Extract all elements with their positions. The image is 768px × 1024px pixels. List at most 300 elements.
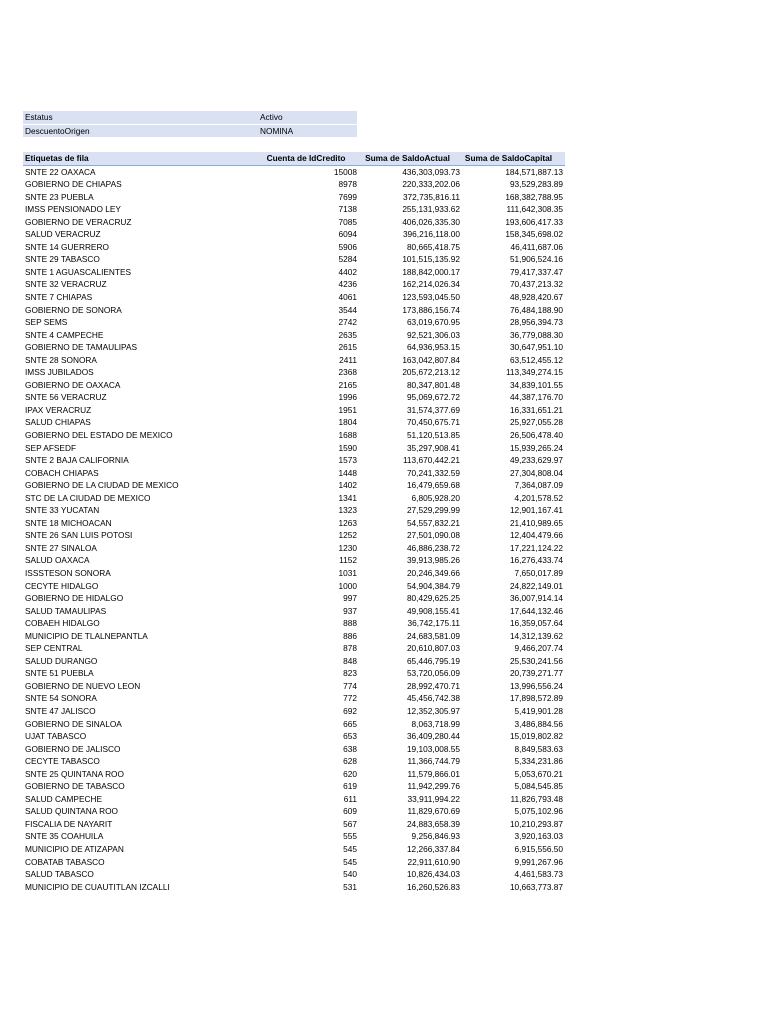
count-idcredito-cell[interactable]: 628 (343, 756, 357, 767)
sum-saldo-actual-cell[interactable]: 24,683,581.09 (406, 630, 460, 641)
sum-saldo-capital-cell[interactable]: 10,663,773.87 (509, 881, 563, 892)
row-label-cell[interactable]: GOBIERNO DE SINALOA (25, 718, 122, 729)
sum-saldo-capital-cell[interactable]: 30,647,951.10 (509, 342, 563, 353)
row-label-cell[interactable]: GOBIERNO DE TAMAULIPAS (25, 342, 138, 353)
sum-saldo-capital-cell[interactable]: 36,007,914.14 (509, 593, 563, 604)
sum-saldo-actual-cell[interactable]: 11,579,866.01 (407, 768, 460, 779)
header-sum-saldo-capital[interactable]: Suma de SaldoCapital (464, 153, 553, 163)
sum-saldo-capital-cell[interactable]: 16,276,433.74 (509, 555, 563, 566)
row-label-cell[interactable]: SNTE 7 CHIAPAS (25, 291, 93, 302)
table-row[interactable] (23, 341, 565, 354)
sum-saldo-actual-cell[interactable]: 8,063,718.99 (411, 718, 460, 729)
count-idcredito-cell[interactable]: 878 (343, 643, 357, 654)
sum-saldo-actual-cell[interactable]: 6,805,928.20 (411, 492, 460, 503)
row-label-cell[interactable]: SNTE 51 PUEBLA (25, 668, 94, 679)
sum-saldo-capital-cell[interactable]: 193,606,417.33 (505, 216, 563, 227)
row-label-cell[interactable]: SNTE 25 QUINTANA ROO (25, 768, 124, 779)
count-idcredito-cell[interactable]: 540 (343, 869, 357, 880)
table-row[interactable] (23, 492, 565, 505)
table-row[interactable] (23, 191, 565, 204)
sum-saldo-capital-cell[interactable]: 70,437,213.32 (509, 279, 563, 290)
count-idcredito-cell[interactable]: 1152 (339, 555, 357, 566)
sum-saldo-capital-cell[interactable]: 49,233,629.97 (509, 455, 563, 466)
count-idcredito-cell[interactable]: 5284 (338, 254, 357, 265)
count-idcredito-cell[interactable]: 8978 (338, 179, 357, 190)
header-sum-saldo-actual[interactable]: Suma de SaldoActual (365, 153, 450, 163)
count-idcredito-cell[interactable]: 653 (343, 731, 357, 742)
row-label-cell[interactable]: SALUD QUINTANA ROO (25, 806, 118, 817)
sum-saldo-actual-cell[interactable]: 39,913,985.26 (406, 555, 460, 566)
table-row[interactable] (23, 730, 565, 743)
sum-saldo-capital-cell[interactable]: 4,201,578.52 (514, 492, 563, 503)
table-row[interactable] (23, 166, 565, 179)
table-row[interactable] (23, 843, 565, 856)
row-label-cell[interactable]: MUNICIPIO DE TLALNEPANTLA (25, 630, 148, 641)
count-idcredito-cell[interactable]: 545 (343, 856, 357, 867)
filter-row-estatus[interactable] (23, 111, 357, 124)
table-row[interactable] (23, 705, 565, 718)
table-row[interactable] (23, 692, 565, 705)
sum-saldo-actual-cell[interactable]: 173,886,156.74 (402, 304, 460, 315)
row-label-cell[interactable]: CECYTE HIDALGO (25, 580, 99, 591)
row-label-cell[interactable]: UJAT TABASCO (25, 731, 87, 742)
sum-saldo-capital-cell[interactable]: 93,529,283.89 (509, 179, 563, 190)
sum-saldo-actual-cell[interactable]: 113,670,442.21 (402, 455, 460, 466)
sum-saldo-capital-cell[interactable]: 5,334,231.86 (514, 756, 563, 767)
row-label-cell[interactable]: SNTE 18 MICHOACAN (25, 517, 112, 528)
pivot-body (23, 166, 565, 894)
sum-saldo-actual-cell[interactable]: 53,720,056.09 (406, 668, 460, 679)
sum-saldo-capital-cell[interactable]: 184,571,887.13 (505, 166, 563, 177)
sum-saldo-actual-cell[interactable]: 123,593,045.50 (402, 291, 460, 302)
count-idcredito-cell[interactable]: 1341 (338, 492, 357, 503)
sum-saldo-capital-cell[interactable]: 168,382,788.95 (505, 191, 563, 202)
row-label-cell[interactable]: IMSS JUBILADOS (25, 367, 94, 378)
count-idcredito-cell[interactable]: 1688 (338, 429, 357, 440)
row-label-cell[interactable]: SALUD CHIAPAS (25, 417, 91, 428)
sum-saldo-actual-cell[interactable]: 45,456,742.38 (406, 693, 460, 704)
table-row[interactable] (23, 780, 565, 793)
row-label-cell[interactable]: SNTE 23 PUEBLA (25, 191, 94, 202)
table-row[interactable] (23, 442, 565, 455)
table-row[interactable] (23, 216, 565, 229)
table-row[interactable] (23, 467, 565, 480)
sum-saldo-capital-cell[interactable]: 25,530,241.56 (509, 655, 563, 666)
count-idcredito-cell[interactable]: 1031 (338, 568, 357, 578)
sum-saldo-capital-cell[interactable]: 6,915,556.50 (514, 844, 563, 855)
count-idcredito-cell[interactable]: 638 (343, 743, 357, 754)
row-label-cell[interactable]: GOBIERNO DE JALISCO (25, 743, 121, 754)
sum-saldo-capital-cell[interactable]: 16,331,651.21 (509, 404, 563, 415)
count-idcredito-cell[interactable]: 7085 (338, 216, 357, 227)
sum-saldo-capital-cell[interactable]: 5,053,670.21 (514, 768, 563, 779)
row-label-cell[interactable]: SNTE 32 VERACRUZ (25, 279, 107, 290)
count-idcredito-cell[interactable]: 611 (343, 793, 357, 804)
table-row[interactable] (23, 329, 565, 342)
sum-saldo-actual-cell[interactable]: 101,515,135.92 (402, 254, 460, 265)
sum-saldo-actual-cell[interactable]: 54,904,384.79 (406, 580, 460, 591)
row-label-cell[interactable]: SALUD CAMPECHE (25, 793, 102, 804)
sum-saldo-capital-cell[interactable]: 15,939,265.24 (509, 442, 563, 453)
sum-saldo-actual-cell[interactable]: 11,366,744.79 (407, 756, 460, 767)
count-idcredito-cell[interactable]: 772 (343, 693, 357, 704)
row-label-cell[interactable]: GOBIERNO DEL ESTADO DE MEXICO (25, 429, 173, 440)
sum-saldo-actual-cell[interactable]: 205,672,213.12 (402, 367, 460, 378)
count-idcredito-cell[interactable]: 620 (343, 768, 357, 779)
table-row[interactable] (23, 379, 565, 392)
sum-saldo-actual-cell[interactable]: 163,042,807.84 (402, 354, 460, 365)
table-row[interactable] (23, 354, 565, 367)
table-row[interactable] (23, 592, 565, 605)
row-label-cell[interactable]: COBAEH HIDALGO (25, 618, 100, 629)
table-row[interactable] (23, 768, 565, 781)
table-row[interactable] (23, 404, 565, 417)
sum-saldo-actual-cell[interactable]: 33,911,994.22 (407, 793, 460, 804)
row-label-cell[interactable]: SALUD OAXACA (25, 555, 90, 566)
sum-saldo-actual-cell[interactable]: 80,665,418.75 (406, 241, 460, 252)
table-row[interactable] (23, 266, 565, 279)
count-idcredito-cell[interactable]: 848 (343, 655, 357, 666)
sum-saldo-capital-cell[interactable]: 21,410,989.65 (509, 517, 563, 528)
sum-saldo-capital-cell[interactable]: 111,642,308.35 (506, 204, 563, 215)
table-row[interactable] (23, 479, 565, 492)
table-row[interactable] (23, 718, 565, 731)
row-label-cell[interactable]: SNTE 1 AGUASCALIENTES (25, 266, 132, 277)
row-label-cell[interactable]: SNTE 22 OAXACA (25, 166, 96, 177)
sum-saldo-capital-cell[interactable]: 17,644,132.46 (509, 605, 563, 616)
table-row[interactable] (23, 755, 565, 768)
sum-saldo-capital-cell[interactable]: 46,411,687.06 (510, 241, 563, 252)
row-label-cell[interactable]: SNTE 56 VERACRUZ (25, 392, 107, 403)
sum-saldo-capital-cell[interactable]: 14,312,139.62 (509, 630, 563, 641)
sum-saldo-actual-cell[interactable]: 80,429,625.25 (406, 593, 460, 604)
pivot-header-row (23, 152, 565, 166)
sum-saldo-actual-cell[interactable]: 92,521,306.03 (406, 329, 460, 340)
row-label-cell[interactable]: CECYTE TABASCO (25, 756, 100, 767)
sum-saldo-actual-cell[interactable]: 436,303,093.73 (402, 166, 460, 177)
count-idcredito-cell[interactable]: 3544 (338, 304, 357, 315)
sum-saldo-actual-cell[interactable]: 20,610,807.03 (406, 643, 460, 654)
row-label-cell[interactable]: SNTE 14 GUERRERO (25, 241, 109, 252)
row-label-cell[interactable]: SNTE 2 BAJA CALIFORNIA (25, 455, 129, 466)
count-idcredito-cell[interactable]: 2165 (338, 379, 357, 390)
table-row[interactable] (23, 868, 565, 881)
sum-saldo-capital-cell[interactable]: 12,901,167.41 (509, 505, 563, 516)
sum-saldo-actual-cell[interactable]: 12,352,305.97 (406, 706, 460, 717)
header-count-idcredito[interactable]: Cuenta de IdCredito (266, 153, 346, 163)
sum-saldo-actual-cell[interactable]: 372,735,816.11 (402, 191, 460, 202)
count-idcredito-cell[interactable]: 2635 (338, 329, 357, 340)
table-row[interactable] (23, 830, 565, 843)
sum-saldo-actual-cell[interactable]: 220,333,202.06 (402, 179, 460, 190)
filter-value[interactable]: Activo (260, 112, 283, 122)
row-label-cell[interactable]: SALUD TAMAULIPAS (25, 605, 107, 616)
sum-saldo-actual-cell[interactable]: 70,450,675.71 (406, 417, 460, 428)
table-row[interactable] (23, 805, 565, 818)
row-label-cell[interactable]: STC DE LA CIUDAD DE MEXICO (25, 492, 151, 503)
filter-row-descuento-origen[interactable] (23, 124, 357, 138)
count-idcredito-cell[interactable]: 1402 (338, 480, 357, 491)
count-idcredito-cell[interactable]: 4061 (338, 291, 357, 302)
table-row[interactable] (23, 304, 565, 317)
sum-saldo-capital-cell[interactable]: 7,650,017.89 (514, 568, 563, 578)
sum-saldo-capital-cell[interactable]: 24,822,149.01 (509, 580, 563, 591)
sum-saldo-actual-cell[interactable]: 70,241,332.59 (406, 467, 460, 478)
sum-saldo-actual-cell[interactable]: 31,574,377.69 (406, 404, 460, 415)
row-label-cell[interactable]: ISSSTESON SONORA (25, 568, 111, 578)
count-idcredito-cell[interactable]: 531 (343, 881, 357, 892)
table-row[interactable] (23, 291, 565, 304)
count-idcredito-cell[interactable]: 886 (343, 630, 357, 641)
row-label-cell[interactable]: SNTE 26 SAN LUIS POTOSI (25, 530, 133, 541)
table-row[interactable] (23, 642, 565, 655)
sum-saldo-capital-cell[interactable]: 16,359,057.64 (509, 618, 563, 629)
sum-saldo-capital-cell[interactable]: 158,345,698.02 (505, 229, 563, 240)
sum-saldo-actual-cell[interactable]: 16,479,659.68 (406, 480, 460, 491)
count-idcredito-cell[interactable]: 1230 (338, 542, 357, 553)
table-row[interactable] (23, 517, 565, 530)
table-row[interactable] (23, 580, 565, 593)
sum-saldo-actual-cell[interactable]: 16,260,526.83 (406, 881, 460, 892)
count-idcredito-cell[interactable]: 1252 (338, 530, 357, 541)
count-idcredito-cell[interactable]: 4236 (338, 279, 357, 290)
row-label-cell[interactable]: GOBIERNO DE TABASCO (25, 781, 125, 792)
table-row[interactable] (23, 630, 565, 643)
sum-saldo-capital-cell[interactable]: 8,849,583.63 (514, 743, 563, 754)
row-label-cell[interactable]: SALUD VERACRUZ (25, 229, 101, 240)
sum-saldo-capital-cell[interactable]: 15,019,802.82 (509, 731, 563, 742)
row-label-cell[interactable]: SEP CENTRAL (25, 643, 83, 654)
count-idcredito-cell[interactable]: 1590 (338, 442, 357, 453)
sum-saldo-capital-cell[interactable]: 20,739,271.77 (509, 668, 563, 679)
row-label-cell[interactable]: IPAX VERACRUZ (25, 404, 92, 415)
row-label-cell[interactable]: SALUD TABASCO (25, 869, 94, 880)
sum-saldo-capital-cell[interactable]: 25,927,055.28 (509, 417, 563, 428)
count-idcredito-cell[interactable]: 665 (343, 718, 357, 729)
sum-saldo-capital-cell[interactable]: 51,906,524.16 (509, 254, 563, 265)
sum-saldo-actual-cell[interactable]: 19,103,008.55 (406, 743, 460, 754)
row-label-cell[interactable]: SNTE 29 TABASCO (25, 254, 100, 265)
table-row[interactable] (23, 504, 565, 517)
sum-saldo-actual-cell[interactable]: 36,409,280.44 (406, 731, 460, 742)
count-idcredito-cell[interactable]: 2368 (338, 367, 357, 378)
count-idcredito-cell[interactable]: 774 (343, 680, 357, 691)
filter-value[interactable]: NOMINA (260, 125, 294, 136)
count-idcredito-cell[interactable]: 692 (343, 706, 357, 717)
count-idcredito-cell[interactable]: 7699 (338, 191, 357, 202)
count-idcredito-cell[interactable]: 545 (343, 844, 357, 855)
count-idcredito-cell[interactable]: 937 (343, 605, 357, 616)
sum-saldo-actual-cell[interactable]: 51,120,513.85 (406, 429, 460, 440)
sum-saldo-capital-cell[interactable]: 76,484,188.90 (509, 304, 563, 315)
sum-saldo-actual-cell[interactable]: 22,911,610.90 (407, 856, 460, 867)
sum-saldo-capital-cell[interactable]: 13,996,556.24 (509, 680, 563, 691)
count-idcredito-cell[interactable]: 6094 (338, 229, 357, 240)
count-idcredito-cell[interactable]: 1448 (338, 467, 357, 478)
sum-saldo-capital-cell[interactable]: 17,898,572.89 (509, 693, 563, 704)
sum-saldo-capital-cell[interactable]: 9,466,207.74 (514, 643, 563, 654)
count-idcredito-cell[interactable]: 1804 (338, 417, 357, 428)
count-idcredito-cell[interactable]: 555 (343, 831, 357, 842)
count-idcredito-cell[interactable]: 1263 (338, 517, 357, 528)
sum-saldo-capital-cell[interactable]: 17,221,124.22 (509, 542, 563, 553)
sum-saldo-capital-cell[interactable]: 34,839,101.55 (509, 379, 563, 390)
count-idcredito-cell[interactable]: 619 (343, 781, 357, 792)
table-row[interactable] (23, 203, 565, 216)
sum-saldo-actual-cell[interactable]: 11,942,299.76 (407, 781, 460, 792)
row-label-cell[interactable]: GOBIERNO DE NUEVO LEON (25, 680, 141, 691)
table-row[interactable] (23, 793, 565, 806)
table-row[interactable] (23, 542, 565, 555)
count-idcredito-cell[interactable]: 1996 (338, 392, 357, 403)
sum-saldo-capital-cell[interactable]: 4,461,583.73 (514, 869, 563, 880)
row-label-cell[interactable]: SNTE 27 SINALOA (25, 542, 97, 553)
sum-saldo-capital-cell[interactable]: 36,779,088.30 (509, 329, 563, 340)
table-row[interactable] (23, 680, 565, 693)
sum-saldo-actual-cell[interactable]: 65,446,795.19 (406, 655, 460, 666)
count-idcredito-cell[interactable]: 15008 (333, 166, 357, 177)
count-idcredito-cell[interactable]: 5906 (338, 241, 357, 252)
sum-saldo-actual-cell[interactable]: 49,908,155.41 (406, 605, 460, 616)
sum-saldo-capital-cell[interactable]: 44,387,176.70 (509, 392, 563, 403)
row-label-cell[interactable]: SEP AFSEDF (25, 442, 77, 453)
table-row[interactable] (23, 429, 565, 442)
table-row[interactable] (23, 241, 565, 254)
row-label-cell[interactable]: SNTE 4 CAMPECHE (25, 329, 104, 340)
sum-saldo-capital-cell[interactable]: 26,506,478.40 (509, 429, 563, 440)
sum-saldo-actual-cell[interactable]: 28,992,470.71 (406, 680, 460, 691)
sum-saldo-capital-cell[interactable]: 3,486,884.56 (514, 718, 563, 729)
table-row[interactable] (23, 667, 565, 680)
row-label-cell[interactable]: GOBIERNO DE CHIAPAS (25, 179, 122, 190)
count-idcredito-cell[interactable]: 2615 (338, 342, 357, 353)
sum-saldo-capital-cell[interactable]: 3,920,163.03 (514, 831, 563, 842)
header-row-labels[interactable]: Etiquetas de fila (25, 153, 89, 163)
count-idcredito-cell[interactable]: 2411 (339, 354, 357, 365)
row-label-cell[interactable]: GOBIERNO DE HIDALGO (25, 593, 124, 604)
row-label-cell[interactable]: COBACH CHIAPAS (25, 467, 99, 478)
count-idcredito-cell[interactable]: 1951 (338, 404, 357, 415)
sum-saldo-actual-cell[interactable]: 11,829,670.69 (407, 806, 460, 817)
table-row[interactable] (23, 454, 565, 467)
row-label-cell[interactable]: GOBIERNO DE SONORA (25, 304, 122, 315)
count-idcredito-cell[interactable]: 888 (343, 618, 357, 629)
row-label-cell[interactable]: SALUD DURANGO (25, 655, 98, 666)
sum-saldo-actual-cell[interactable]: 35,297,908.41 (406, 442, 460, 453)
sum-saldo-capital-cell[interactable]: 12,404,479.66 (509, 530, 563, 541)
sum-saldo-actual-cell[interactable]: 188,842,000.17 (402, 266, 460, 277)
row-label-cell[interactable]: GOBIERNO DE LA CIUDAD DE MEXICO (25, 480, 179, 491)
row-label-cell[interactable]: SNTE 28 SONORA (25, 354, 97, 365)
sum-saldo-actual-cell[interactable]: 12,266,337.84 (406, 844, 460, 855)
table-row[interactable] (23, 253, 565, 266)
count-idcredito-cell[interactable]: 1000 (338, 580, 357, 591)
sum-saldo-actual-cell[interactable]: 255,131,933.62 (402, 204, 460, 215)
row-label-cell[interactable]: SEP SEMS (25, 317, 68, 328)
table-row[interactable] (23, 818, 565, 831)
sum-saldo-capital-cell[interactable]: 79,417,337.47 (509, 266, 563, 277)
table-row[interactable] (23, 529, 565, 542)
sum-saldo-actual-cell[interactable]: 406,026,335.30 (402, 216, 460, 227)
sum-saldo-actual-cell[interactable]: 36,742,175.11 (407, 618, 460, 629)
sum-saldo-actual-cell[interactable]: 24,883,658.39 (406, 818, 460, 829)
sum-saldo-actual-cell[interactable]: 20,246,349.66 (406, 568, 460, 578)
row-label-cell[interactable]: IMSS PENSIONADO LEY (25, 204, 121, 215)
row-label-cell[interactable]: FISCALIA DE NAYARIT (25, 818, 113, 829)
row-label-cell[interactable]: MUNICIPIO DE CUAUTITLAN IZCALLI (25, 881, 170, 892)
count-idcredito-cell[interactable]: 997 (343, 593, 357, 604)
count-idcredito-cell[interactable]: 1573 (338, 455, 357, 466)
row-label-cell[interactable]: SNTE 47 JALISCO (25, 706, 96, 717)
sum-saldo-capital-cell[interactable]: 113,349,274.15 (505, 367, 563, 378)
row-label-cell[interactable]: GOBIERNO DE OAXACA (25, 379, 121, 390)
table-row[interactable] (23, 278, 565, 291)
sum-saldo-capital-cell[interactable]: 5,084,545.85 (514, 781, 563, 792)
count-idcredito-cell[interactable]: 609 (343, 806, 357, 817)
table-row[interactable] (23, 391, 565, 404)
table-row[interactable] (23, 228, 565, 241)
sum-saldo-capital-cell[interactable]: 63,512,455.12 (509, 354, 563, 365)
table-row[interactable] (23, 881, 565, 894)
sum-saldo-capital-cell[interactable]: 5,419,901.28 (514, 706, 563, 717)
count-idcredito-cell[interactable]: 823 (343, 668, 357, 679)
count-idcredito-cell[interactable]: 567 (343, 818, 357, 829)
table-row[interactable] (23, 655, 565, 668)
sum-saldo-capital-cell[interactable]: 9,991,267.96 (514, 856, 563, 867)
sum-saldo-capital-cell[interactable]: 11,826,793.48 (510, 793, 563, 804)
sum-saldo-capital-cell[interactable]: 10,210,293.87 (509, 818, 563, 829)
table-row[interactable] (23, 617, 565, 630)
table-row[interactable] (23, 567, 565, 580)
sum-saldo-capital-cell[interactable]: 5,075,102.96 (514, 806, 563, 817)
sum-saldo-actual-cell[interactable]: 63,019,670.95 (406, 317, 460, 328)
sum-saldo-actual-cell[interactable]: 64,936,953.15 (406, 342, 460, 353)
table-row[interactable] (23, 605, 565, 618)
sum-saldo-capital-cell[interactable]: 7,364,087.09 (514, 480, 563, 491)
count-idcredito-cell[interactable]: 1323 (338, 505, 357, 516)
row-label-cell[interactable]: MUNICIPIO DE ATIZAPAN (25, 844, 124, 855)
sum-saldo-actual-cell[interactable]: 95,069,672.72 (406, 392, 460, 403)
table-row[interactable] (23, 178, 565, 191)
table-row[interactable] (23, 856, 565, 869)
sum-saldo-actual-cell[interactable]: 46,886,238.72 (406, 542, 460, 553)
sum-saldo-capital-cell[interactable]: 28,956,394.73 (509, 317, 563, 328)
sum-saldo-actual-cell[interactable]: 54,557,832.21 (406, 517, 460, 528)
sum-saldo-actual-cell[interactable]: 9,256,846.93 (411, 831, 460, 842)
row-label-cell[interactable]: SNTE 33 YUCATAN (25, 505, 100, 516)
count-idcredito-cell[interactable]: 2742 (338, 317, 357, 328)
table-row[interactable] (23, 316, 565, 329)
sum-saldo-capital-cell[interactable]: 27,304,808.04 (509, 467, 563, 478)
sum-saldo-actual-cell[interactable]: 396,216,118.00 (402, 229, 460, 240)
table-row[interactable] (23, 743, 565, 756)
table-row[interactable] (23, 366, 565, 379)
table-row[interactable] (23, 416, 565, 429)
sum-saldo-actual-cell[interactable]: 10,826,434.03 (406, 869, 460, 880)
sum-saldo-actual-cell[interactable]: 27,501,090.08 (406, 530, 460, 541)
count-idcredito-cell[interactable]: 4402 (338, 266, 357, 277)
table-row[interactable] (23, 554, 565, 567)
count-idcredito-cell[interactable]: 7138 (338, 204, 357, 215)
row-label-cell[interactable]: GOBIERNO DE VERACRUZ (25, 216, 132, 227)
sum-saldo-actual-cell[interactable]: 80,347,801.48 (406, 379, 460, 390)
row-label-cell[interactable]: COBATAB TABASCO (25, 856, 105, 867)
sum-saldo-capital-cell[interactable]: 48,928,420.67 (509, 291, 563, 302)
sum-saldo-actual-cell[interactable]: 27,529,299.99 (406, 505, 460, 516)
row-label-cell[interactable]: SNTE 54 SONORA (25, 693, 97, 704)
row-label-cell[interactable]: SNTE 35 COAHUILA (25, 831, 104, 842)
sum-saldo-actual-cell[interactable]: 162,214,026.34 (402, 279, 460, 290)
